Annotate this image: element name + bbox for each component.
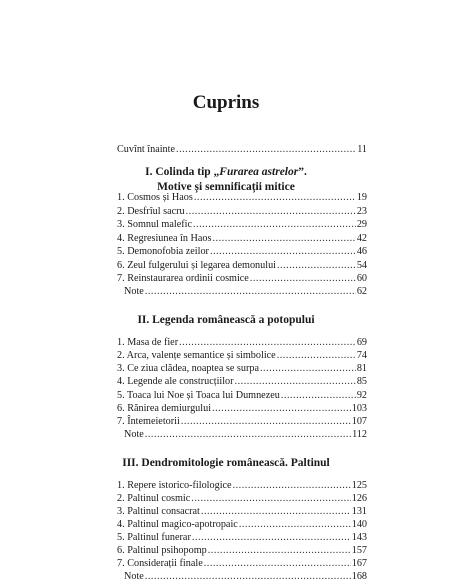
toc-entry-page: 11	[357, 144, 367, 155]
dot-leader	[277, 349, 356, 362]
toc-entry-page: 23	[356, 206, 367, 217]
toc-entry-page: 85	[356, 376, 367, 387]
toc-entry-label: 5. Paltinul funerar	[117, 532, 191, 543]
toc-entry-label: 5. Demonofobia zeilor	[117, 246, 209, 257]
section-heading-italic: Furarea astrelor	[219, 166, 299, 178]
toc-entry-label: 2. Desfrîul sacru	[117, 206, 185, 217]
toc-entry-page: 46	[356, 246, 367, 257]
toc-entry-label: 3. Ce ziua clădea, noaptea se surpa	[117, 363, 259, 374]
toc-entry-page: 157	[351, 545, 367, 556]
toc-entry-page: 62	[356, 286, 367, 297]
toc-entry[interactable]	[117, 259, 367, 272]
toc-entry-page: 168	[351, 571, 367, 582]
toc-entry-label: Note	[124, 571, 144, 582]
dot-leader	[145, 285, 356, 298]
toc-entry-notes[interactable]	[117, 285, 367, 298]
toc-entry-page: 107	[351, 416, 367, 427]
section-heading-1-subtitle: Motive și semnificații mitice	[157, 181, 295, 193]
dot-leader	[201, 505, 351, 518]
toc-entry-label: 7. Întemeietorii	[117, 416, 180, 427]
dot-leader	[204, 557, 351, 570]
toc-entry-label: 1. Masa de fier	[117, 337, 179, 348]
toc-entry-label: 7. Reinstaurarea ordinii cosmice	[117, 273, 249, 284]
toc-entry[interactable]	[117, 557, 367, 570]
toc-entry-page: 69	[356, 337, 367, 348]
dot-leader	[233, 479, 351, 492]
dot-leader	[194, 191, 356, 204]
toc-entry[interactable]	[117, 191, 367, 204]
dot-leader	[208, 544, 351, 557]
dot-leader	[213, 232, 356, 245]
toc-entry[interactable]	[117, 375, 367, 388]
toc-entry-page: 81	[356, 363, 367, 374]
toc-entry-page: 92	[356, 390, 367, 401]
toc-entry-page: 19	[356, 192, 367, 203]
toc-entry-label: 1. Repere istorico-filologice	[117, 480, 232, 491]
toc-entry-page: 125	[351, 480, 367, 491]
section-heading-1	[0, 165, 452, 179]
dot-leader	[179, 336, 356, 349]
toc-entry-foreword[interactable]	[117, 143, 367, 156]
toc-entry-page: 54	[356, 260, 367, 271]
toc-entry[interactable]	[117, 362, 367, 375]
dot-leader	[239, 518, 351, 531]
dot-leader	[181, 415, 351, 428]
dot-leader	[145, 570, 351, 583]
toc-entry-notes[interactable]	[117, 428, 367, 441]
dot-leader	[250, 272, 356, 285]
toc-entry[interactable]	[117, 389, 367, 402]
dot-leader	[210, 245, 356, 258]
dot-leader	[176, 143, 356, 156]
toc-entry-label: 4. Legende ale construcțiilor	[117, 376, 234, 387]
toc-entry-page: 131	[351, 506, 367, 517]
toc-entry-label: 6. Zeul fulgerului și legarea demonului	[117, 260, 276, 271]
toc-entry[interactable]	[117, 218, 367, 231]
dot-leader	[186, 205, 356, 218]
toc-entry-page: 103	[351, 403, 367, 414]
dot-leader	[260, 362, 356, 375]
toc-entry[interactable]	[117, 245, 367, 258]
toc-entry-page: 112	[352, 429, 367, 440]
dot-leader	[191, 492, 350, 505]
section-heading-text: I. Colinda tip „	[145, 166, 220, 178]
section-heading-2: II. Legenda românească a potopului	[137, 314, 315, 326]
toc-entry-page: 140	[351, 519, 367, 530]
toc-entry[interactable]	[117, 232, 367, 245]
toc-entry-label: 4. Paltinul magico-apotropaic	[117, 519, 238, 530]
dot-leader	[235, 375, 356, 388]
toc-entry-label: 2. Paltinul cosmic	[117, 493, 191, 504]
toc-entry-label: 3. Somnul malefic	[117, 219, 192, 230]
toc-entry-label: Cuvînt înainte	[117, 144, 176, 155]
dot-leader	[193, 218, 356, 231]
toc-entry-label: Note	[124, 429, 144, 440]
toc-entry-page: 29	[356, 219, 367, 230]
toc-entry-label: 1. Cosmos și Haos	[117, 192, 193, 203]
toc-entry-page: 42	[356, 233, 367, 244]
toc-entry-label: 2. Arca, valențe semantice și simbolice	[117, 350, 276, 361]
toc-entry[interactable]	[117, 492, 367, 505]
toc-entry-page: 167	[351, 558, 367, 569]
toc-entry-label: 6. Rănirea demiurgului	[117, 403, 212, 414]
toc-entry[interactable]	[117, 415, 367, 428]
dot-leader	[277, 259, 356, 272]
toc-entry[interactable]	[117, 205, 367, 218]
section-heading-text-end: ”.	[298, 166, 307, 178]
toc-entry-label: 6. Paltinul psihopomp	[117, 545, 207, 556]
toc-entry[interactable]	[117, 518, 367, 531]
toc-entry-page: 74	[356, 350, 367, 361]
dot-leader	[212, 402, 351, 415]
dot-leader	[145, 428, 351, 441]
toc-entry[interactable]	[117, 336, 367, 349]
dot-leader	[192, 531, 351, 544]
toc-entry[interactable]	[117, 402, 367, 415]
toc-entry-page: 126	[351, 493, 367, 504]
toc-entry[interactable]	[117, 479, 367, 492]
toc-entry-label: 3. Paltinul consacrat	[117, 506, 200, 517]
toc-entry-page: 60	[356, 273, 367, 284]
toc-entry[interactable]	[117, 544, 367, 557]
toc-entry[interactable]	[117, 505, 367, 518]
dot-leader	[281, 389, 356, 402]
toc-entry-notes[interactable]	[117, 570, 367, 583]
section-heading-3: III. Dendromitologie românească. Paltinul	[122, 457, 330, 469]
toc-entry[interactable]	[117, 531, 367, 544]
toc-entry-label: 4. Regresiunea în Haos	[117, 233, 212, 244]
page-title: Cuprins	[192, 92, 260, 113]
toc-entry[interactable]	[117, 349, 367, 362]
toc-entry-label: Note	[124, 286, 144, 297]
toc-entry[interactable]	[117, 272, 367, 285]
toc-entry-page: 143	[351, 532, 367, 543]
toc-entry-label: 5. Toaca lui Noe și Toaca lui Dumnezeu	[117, 390, 280, 401]
toc-entry-label: 7. Considerații finale	[117, 558, 203, 569]
